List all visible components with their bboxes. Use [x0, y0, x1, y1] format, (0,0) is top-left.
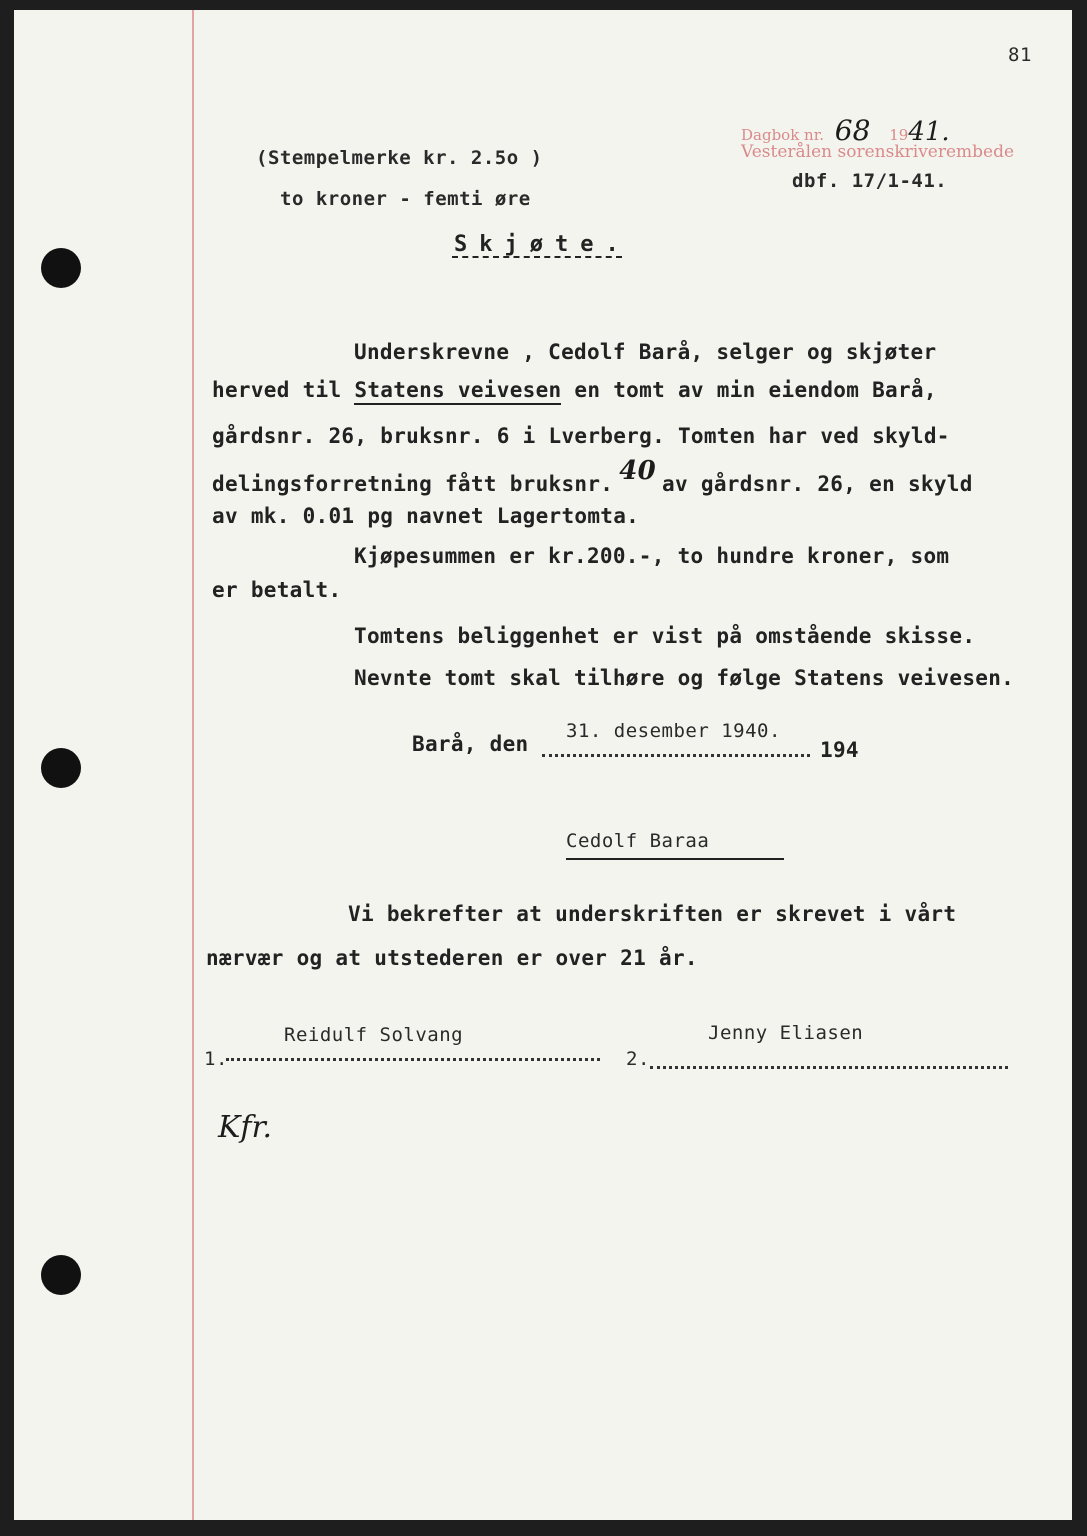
body-line: Kjøpesummen er kr.200.-, to hundre kroner, som — [354, 544, 950, 568]
dbf-reference: dbf. 17/1-41. — [792, 170, 948, 192]
stamp-year-suffix: 41. — [908, 117, 950, 147]
punch-hole — [41, 1255, 81, 1295]
stamp-fee-words: to kroner - femti øre — [280, 188, 531, 210]
stamp-prefix: Dagbok nr. — [741, 126, 825, 144]
stamp-fee-line: (Stempelmerke kr. 2.5o ) — [256, 147, 543, 169]
title-underline — [452, 256, 622, 258]
body-line: Underskrevne , Cedolf Barå, selger og skjøter — [354, 340, 937, 364]
body-line — [212, 456, 973, 498]
body-line-part: herved til — [212, 378, 355, 402]
witness-dotted-line — [226, 1058, 600, 1061]
body-line-part: av gårdsnr. 26, en skyld — [662, 472, 973, 496]
body-line-part: en tomt av min eiendom Barå, — [561, 378, 937, 402]
margin-line — [192, 10, 194, 1520]
witness-number: 2. — [626, 1048, 650, 1070]
witness-name: Jenny Eliasen — [708, 1022, 864, 1044]
witness-number: 1. — [204, 1048, 228, 1070]
document-title: Skjøte. — [454, 232, 631, 257]
witness-line: nærvær og at utstederen er over 21 år. — [206, 946, 698, 970]
body-line: gårdsnr. 26, bruksnr. 6 i Lverberg. Tomten har ved skyld- — [212, 424, 950, 448]
body-line: er betalt. — [212, 578, 342, 602]
stamp-year-prefix: 19 — [889, 126, 909, 144]
seller-signature: Cedolf Baraa — [566, 830, 710, 852]
witness-name: Reidulf Solvang — [284, 1024, 464, 1046]
body-line: Tomtens beliggenhet er vist på omstående skisse. — [354, 624, 976, 648]
date-dotted-line — [542, 754, 810, 757]
page-number: 81 — [1008, 44, 1032, 66]
clerk-initials: Kfr. — [218, 1110, 273, 1145]
date-year-stub: 194 — [820, 738, 859, 762]
handwritten-plot-number: 40 — [619, 456, 657, 486]
document-page — [14, 10, 1072, 1520]
date-filled: 31. desember 1940. — [566, 720, 781, 742]
date-place: Barå, den — [412, 732, 529, 756]
signature-line — [566, 858, 784, 860]
buyer-name: Statens veivesen — [354, 378, 561, 405]
body-line-part: delingsforretning fått bruksnr. — [212, 472, 614, 496]
stamp-journal-number: 68 — [834, 114, 871, 147]
witness-line: Vi bekrefter at underskriften er skrevet i vårt — [348, 902, 957, 926]
punch-hole — [41, 748, 81, 788]
body-line: Nevnte tomt skal tilhøre og følge Statens veivesen. — [354, 666, 1015, 690]
stamp-office: Vesterålen sorenskriverembede — [741, 142, 1015, 162]
punch-hole — [41, 248, 81, 288]
body-line — [212, 378, 937, 402]
witness-dotted-line — [650, 1066, 1008, 1069]
body-line: av mk. 0.01 pg navnet Lagertomta. — [212, 504, 640, 528]
